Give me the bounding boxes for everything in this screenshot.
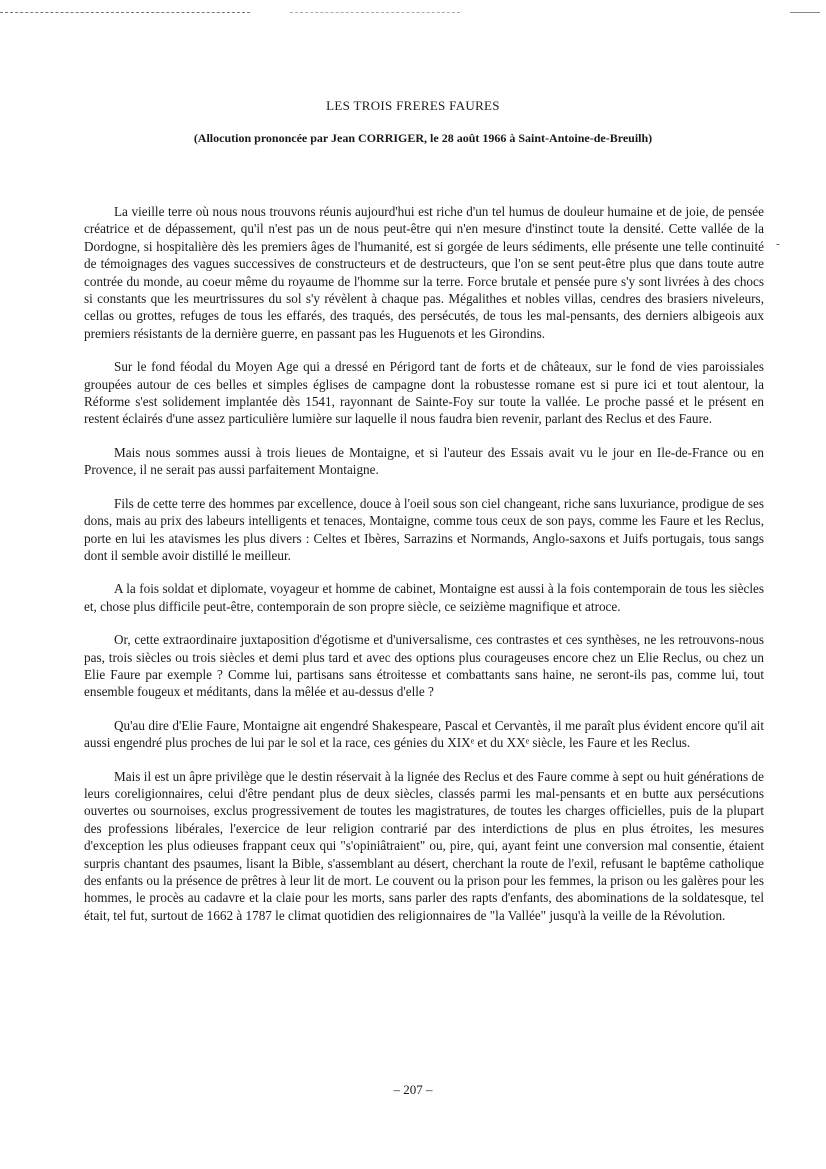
scan-edge-mark xyxy=(0,12,250,13)
document-body xyxy=(84,203,764,940)
paragraph: La vieille terre où nous nous trouvons réunis aujourd'hui est riche d'un tel humus de douleur humaine et de joie, de pensée créatrice et de dépassement, qu'il n'est pas un de nous peut-être qui n'en mesure d'instinct toute la densité. Cette vallée de la Dordogne, si hospitalière dès les premiers âges de l'humanité, est si gorgée de leurs sédiments, elle présente une telle continuité de témoignages des vagues successives de constructeurs et de destructeurs, que l'on se sent peut-être plus que dans toute autre contrée du monde, au coeur même du royaume de l'homme sur la terre. Force brutale et pensée pure s'y sont livrées à des chocs si constants que les meurtrissures du sol s'y révèlent à chaque pas. Mégalithes et nobles villas, cendres des brasiers niveleurs, cellas ou grottes, refuges de tous les effarés, des traqués, des persécutés, de tous les mal-pensants, des derniers albigeois aux premiers résistants de la dernière guerre, en passant pas les Huguenots et les Girondins. xyxy=(84,204,764,341)
paragraph: Sur le fond féodal du Moyen Age qui a dressé en Périgord tant de forts et de châteaux, sur le fond de vies paroissiales groupées autour de ces belles et simples églises de campagne dont la robustesse romane est si pure ici et tout alentour, la Réforme s'est solidement implantée dès 1541, rayonnant de Sainte-Foy sur toute la vallée. Le proche passé et le présent en restent éclairés d'une assez particulière lumière sur laquelle il nous faudra bien revenir, parlant des Reclus et des Faure. xyxy=(84,359,764,427)
margin-mark: - xyxy=(776,238,780,250)
paragraph: Mais nous sommes aussi à trois lieues de Montaigne, et si l'auteur des Essais avait vu le jour en Ile-de-France ou en Provence, il ne serait pas aussi parfaitement Montaigne. xyxy=(84,444,764,478)
scan-edge-mark xyxy=(790,12,820,13)
paragraph: Or, cette extraordinaire juxtaposition d'égotisme et d'universalisme, ces contrastes et ces synthèses, ne les retrouvons-nous pas, trois siècles ou trois siècles et demi plus tard et avec des options plus courageuses encore chez un Elie Reclus, ou chez un Elie Faure par exemple ? Comme lui, partisans sans étroitesse et combattants sans haine, ne seront-ils pas, comme lui, tout ensemble fougeux et méditants, dans la mêlée et au-dessus d'elle ? xyxy=(84,632,764,700)
paragraph: A la fois soldat et diplomate, voyageur et homme de cabinet, Montaigne est aussi à la fois contemporain de tous les siècles et, chose plus difficile peut-être, contemporain de son propre siècle, ce seizième magnifique et atroce. xyxy=(84,581,764,614)
page-number: – 207 – xyxy=(393,1082,433,1097)
paragraph: Mais il est un âpre privilège que le destin réservait à la lignée des Reclus et des Faure comme à sept ou huit générations de leurs coreligionnaires, celui d'être pendant plus de deux siècles, classés parmi les mal-pensants et en butte aux persécutions ouvertes ou sournoises, exclus progressivement de toutes les magistratures, de toutes les charges officielles, puis de la plupart des professions libérales, l'exercice de leur religion contrarié par des interdictions de plus en plus étroites, les mesures d'exception les plus odieuses frappant ceux qui "s'opiniâtraient" ou, pire, qui, ayant feint une conversion mal consentie, étaient surpris chantant des psaumes, lisant la Bible, s'assemblant au désert, cherchant la route de l'exil, refusant le baptême catholique des enfants ou la présence de prêtres à leur lit de mort. Le couvent ou la prison pour les femmes, la prison ou les galères pour les hommes, le procès au cadavre et la claie pour les morts, sans parler des rapts d'enfants, des abominations de la soldatesque, tel était, tel fut, surtout de 1662 à 1787 le climat quotidien des religionnaires de "la Vallée" jusqu'à la veille de la Révolution. xyxy=(84,768,764,923)
paragraph: Fils de cette terre des hommes par excellence, douce à l'oeil sous son ciel changeant, riche sans luxuriance, prodigue de ses dons, mais au prix des labeurs intelligents et tenaces, Montaigne, comme tous ceux de son pays, comme les Faure et les Reclus, porte en lui les atavismes les plus divers : Celtes et Ibères, Sarrazins et Normands, Anglo-saxons et Juifs portugais, tous sangs dont il semble avoir distillé le meilleur. xyxy=(84,495,764,563)
page-subtitle: (Allocution prononcée par Jean CORRIGER, le 28 août 1966 à Saint-Antoine-de-Breuilh) xyxy=(193,131,653,145)
page-title: LES TROIS FRERES FAURES xyxy=(326,98,500,113)
paragraph: Qu'au dire d'Elie Faure, Montaigne ait engendré Shakespeare, Pascal et Cervantès, il me paraît plus évident encore qu'il ait aussi engendré plus proches de lui par le sol et la race, ces génies du XIXᵉ et du XXᵉ siècle, les Faure et les Reclus. xyxy=(84,717,764,751)
scan-edge-mark xyxy=(290,12,460,13)
